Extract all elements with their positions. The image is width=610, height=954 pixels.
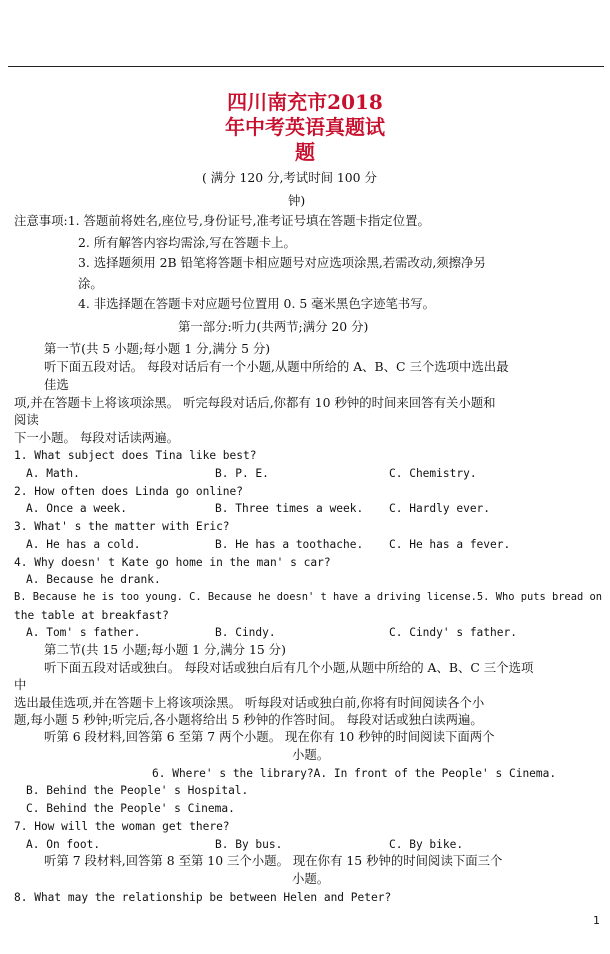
material-7-instr: 听第 7 段材料,回答第 8 至第 10 三个小题。 现在你有 15 秒钟的时间阅读下面三个 [44,853,503,868]
q2-option-a: A. Once a week. [26,502,128,515]
sec1-heading: 第一节(共 5 小题;每小题 1 分,满分 5 分) [44,341,271,356]
material-6-instr-cont: 小题。 [292,747,330,762]
sec1-instr-2: 佳选 [44,377,69,392]
material-7-instr-cont: 小题。 [292,871,330,886]
question-5-cont: the table at breakfast? [14,609,169,622]
sec2-heading: 第二节(共 15 小题;每小题 1 分,满分 15 分) [44,642,286,657]
q7-option-c: C. By bike. [389,838,464,851]
sec1-instr-3: 项,并在答题卡上将该项涂黑。 听完每段对话后,你都有 10 秒钟的时间来回答有关小题和 [14,395,496,410]
part1-heading: 第一部分:听力(共两节;满分 20 分) [178,319,369,334]
q2-option-c: C. Hardly ever. [389,502,491,515]
question-4: 4. Why doesn' t Kate go home in the man' s car? [14,556,331,569]
question-6: 6. Where' s the library?A. In front of the People' s Cinema. [152,767,557,780]
q3-option-a: A. He has a cold. [26,538,141,551]
title-line-2: 年中考英语真题试 [225,115,385,139]
q7-option-a: A. On foot. [26,838,101,851]
question-3: 3. What' s the matter with Eric? [14,520,230,533]
title-line-1: 四川南充市2018 [227,90,383,114]
q6-option-b: B. Behind the People' s Hospital. [26,784,249,797]
q1-option-c: C. Chemistry. [389,467,477,480]
page-number: 1 [593,914,600,927]
q2-option-b: B. Three times a week. [215,502,364,515]
question-1: 1. What subject does Tina like best? [14,449,257,462]
q7-option-b: B. By bus. [215,838,283,851]
note-1: 注意事项:1. 答题前将姓名,座位号,身份证号,准考证号填在答题卡指定位置。 [14,213,430,228]
sec1-instr-5: 下一小题。 每段对话读两遍。 [14,430,180,445]
q5-option-c: C. Cindy' s father. [389,626,517,639]
q3-option-b: B. He has a toothache. [215,538,364,551]
q5-option-a: A. Tom' s father. [26,626,141,639]
question-2: 2. How often does Linda go online? [14,485,244,498]
q4-options-bc-and-q5: B. Because he is too young. C. Because he doesn' t have a driving license.5. Who puts bread on [14,591,603,603]
title-line-3: 题 [295,140,315,164]
note-3-cont: 涂。 [78,276,103,291]
exam-info-line-1: ( 满分 120 分,考试时间 100 分 [202,170,377,185]
sec2-instr-3: 选出最佳选项,并在答题卡上将该项涂黑。 听每段对话或独白前,你将有时间阅读各个小 [14,695,485,710]
question-8: 8. What may the relationship be between Helen and Peter? [14,891,392,904]
sec1-instr-4: 阅读 [14,412,39,427]
q1-option-b: B. P. E. [215,467,269,480]
question-7: 7. How will the woman get there? [14,820,230,833]
q6-option-c: C. Behind the People' s Cinema. [26,802,235,815]
exam-info-line-2: 钟) [288,193,306,208]
sec2-instr-4: 题,每小题 5 秒钟;听完后,各小题将给出 5 秒钟的作答时间。 每段对话或独白读两遍。 [14,712,483,727]
sec2-instr-1: 听下面五段对话或独白。 每段对话或独白后有几个小题,从题中所给的 A、B、C 三个选项 [44,660,534,675]
note-2: 2. 所有解答内容均需涂,写在答题卡上。 [78,235,296,250]
q1-option-a: A. Math. [26,467,80,480]
sec2-instr-2: 中 [14,677,27,692]
q3-option-c: C. He has a fever. [389,538,511,551]
q5-option-b: B. Cindy. [215,626,276,639]
note-3: 3. 选择题须用 2B 铅笔将答题卡相应题号对应选项涂黑,若需改动,须擦净另 [78,255,486,270]
top-rule [8,66,604,67]
sec1-instr-1: 听下面五段对话。 每段对话后有一个小题,从题中所给的 A、B、C 三个选项中选出最 [44,359,509,374]
note-4: 4. 非选择题在答题卡对应题号位置用 0. 5 毫米黑色字迹笔书写。 [78,296,436,311]
material-6-instr: 听第 6 段材料,回答第 6 至第 7 两个小题。 现在你有 10 秒钟的时间阅读下面两个 [44,729,495,744]
q4-option-a: A. Because he drank. [26,573,161,586]
